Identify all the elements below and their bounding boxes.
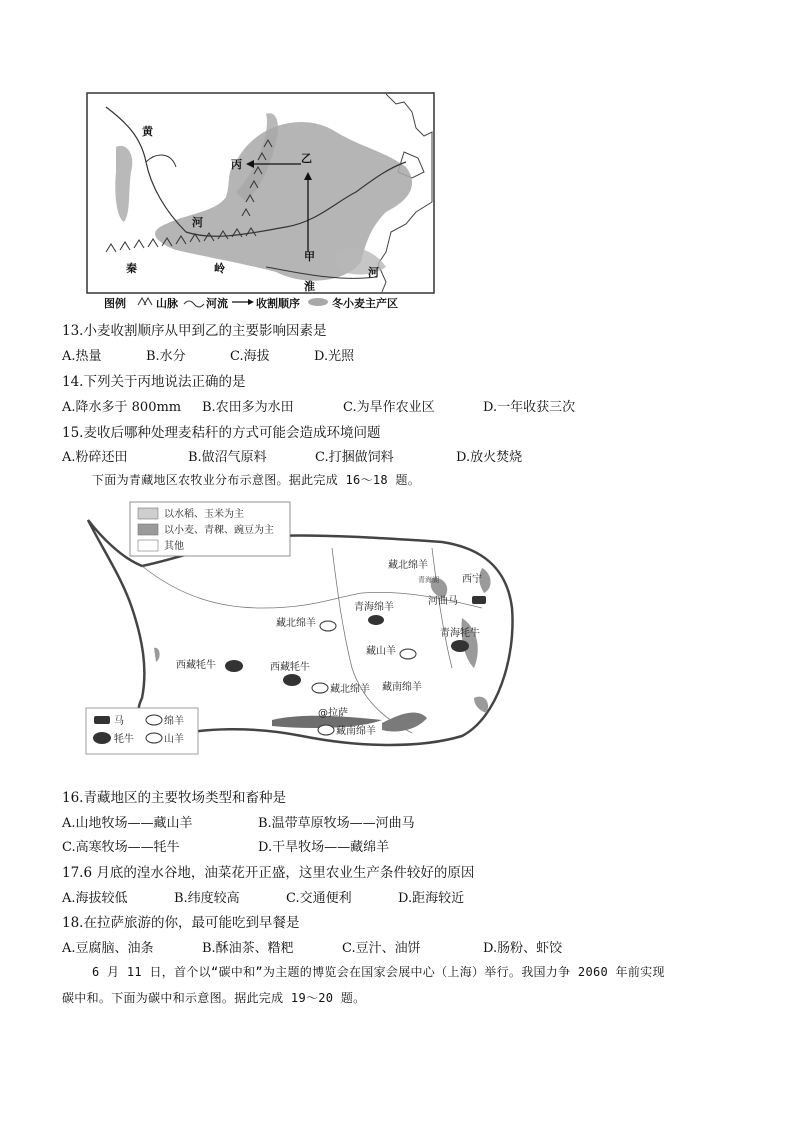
goat-icon	[146, 733, 162, 743]
q16-option-a[interactable]: A.山地牧场——藏山羊	[62, 816, 193, 831]
label-hequ-horse: 河曲马	[428, 596, 458, 607]
label-qinghaihu: 青海湖	[418, 576, 439, 584]
label-qin: 秦	[126, 262, 137, 275]
yak-marker-2	[225, 660, 243, 672]
label-zangnan-sheep-1: 藏南绵羊	[382, 682, 422, 693]
horse-icon	[94, 716, 110, 724]
legend-area-icon	[308, 298, 328, 306]
label-zangnan-sheep-2: 藏南绵羊	[336, 726, 376, 737]
sheep-marker-4	[318, 725, 334, 735]
q17-option-b[interactable]: B.纬度较高	[174, 891, 240, 906]
intro-16-18: 下面为青藏地区农牧业分布示意图。据此完成 16～18 题。	[92, 473, 421, 487]
label-qinghai-sheep: 青海绵羊	[354, 602, 394, 613]
label-xizang-yak-2: 西藏牦牛	[270, 662, 310, 673]
label-zang-goat: 藏山羊	[366, 646, 396, 657]
q13-option-b[interactable]: B.水分	[146, 349, 186, 364]
sheep-marker-1	[368, 615, 384, 625]
sheep-marker-2	[320, 621, 336, 631]
intro-19-20-line1: 6 月 11 日，首个以“碳中和”为主题的博览会在国家会展中心（上海）举行。我国力争 2060 年前实现	[92, 965, 665, 979]
legend-goat: 山羊	[164, 734, 184, 745]
legend-other: 其他	[164, 541, 184, 552]
label-jia: 甲	[304, 250, 315, 263]
q13-option-a[interactable]: A.热量	[62, 349, 102, 364]
q15-option-d[interactable]: D.放火焚烧	[456, 450, 523, 465]
q18-option-c[interactable]: C.豆汁、油饼	[342, 941, 421, 956]
sheep-icon	[146, 715, 162, 725]
label-he2: 河	[368, 266, 379, 279]
q14-option-a[interactable]: A.降水多于 800mm	[62, 400, 182, 415]
q16-option-c[interactable]: C.高寒牧场——牦牛	[62, 840, 180, 855]
q13-question: 13.小麦收割顺序从甲到乙的主要影响因素是	[62, 323, 327, 339]
legend-yak: 牦牛	[114, 734, 134, 745]
q15-option-c[interactable]: C.打捆做饲料	[315, 450, 394, 465]
wheat-harvest-map-svg	[86, 92, 436, 312]
legend-order: 收割顺序	[256, 297, 300, 310]
q17-option-d[interactable]: D.距海较近	[398, 891, 465, 906]
intro-19-20-line2: 碳中和。下面为碳中和示意图。据此完成 19～20 题。	[62, 991, 366, 1005]
q18-option-b[interactable]: B.酥油茶、糌粑	[202, 941, 294, 956]
q13-option-d[interactable]: D.光照	[314, 349, 355, 364]
q16-option-b[interactable]: B.温带草原牧场——河曲马	[258, 816, 415, 831]
yak-marker-3	[283, 674, 301, 686]
horse-marker	[472, 596, 486, 604]
legend-area: 冬小麦主产区	[332, 297, 398, 310]
label-yi: 乙	[301, 152, 312, 165]
q15-option-b[interactable]: B.做沼气原料	[188, 450, 267, 465]
label-huang: 黄	[142, 125, 153, 138]
legend-sheep: 绵羊	[164, 716, 184, 727]
q15-option-a[interactable]: A.粉碎还田	[62, 450, 128, 465]
label-xizang-yak-1: 西藏牦牛	[176, 660, 216, 671]
yak-marker-1	[451, 640, 469, 652]
q18-question: 18.在拉萨旅游的你，最可能吃到早餐是	[62, 915, 300, 931]
q14-question: 14.下列关于丙地说法正确的是	[62, 374, 246, 390]
sheep-marker-3	[312, 683, 328, 693]
q17-option-c[interactable]: C.交通便利	[286, 891, 352, 906]
goat-marker-1	[400, 649, 416, 659]
q15-question: 15.麦收后哪种处理麦秸秆的方式可能会造成环境问题	[62, 425, 381, 441]
q17-question: 17.6 月底的湟水谷地，油菜花开正盛，这里农业生产条件较好的原因	[62, 865, 475, 881]
map1-legend	[104, 296, 398, 310]
q17-option-a[interactable]: A.海拔较低	[62, 891, 128, 906]
label-ling: 岭	[214, 262, 225, 275]
q14-option-b[interactable]: B.农田多为水田	[202, 400, 294, 415]
label-zangbei-sheep-2: 藏北绵羊	[276, 618, 316, 629]
legend-wheat-barley: 以小麦、青稞、豌豆为主	[164, 525, 274, 536]
q14-option-d[interactable]: D.一年收获三次	[483, 400, 576, 415]
legend-rice-corn: 以水稻、玉米为主	[164, 509, 244, 520]
legend-river: 河流	[206, 297, 228, 310]
map2-legend	[130, 502, 290, 556]
label-qinghai-yak: 青海牦牛	[440, 628, 480, 639]
legend-title: 图例	[104, 297, 126, 310]
legend-river-icon	[184, 301, 204, 307]
label-zangbei-sheep-1: 藏北绵羊	[388, 560, 428, 571]
q16-question: 16.青藏地区的主要牧场类型和畜种是	[62, 790, 286, 806]
q18-option-a[interactable]: A.豆腐脑、油条	[62, 941, 154, 956]
label-bing: 丙	[231, 158, 242, 171]
q16-option-d[interactable]: D.干旱牧场——藏绵羊	[258, 840, 390, 855]
legend-mountain-icon	[138, 298, 152, 305]
map2-animal-legend	[86, 708, 198, 754]
legend-horse: 马	[114, 716, 124, 727]
label-xining: 西宁	[462, 574, 482, 585]
q18-option-d[interactable]: D.肠粉、虾饺	[483, 941, 563, 956]
wheat-harvest-map	[86, 92, 436, 312]
q14-option-c[interactable]: C.为旱作农业区	[343, 400, 435, 415]
qingzang-map-svg	[82, 498, 522, 760]
label-he: 河	[192, 216, 203, 229]
label-huai: 淮	[304, 280, 315, 293]
yak-icon	[93, 732, 111, 744]
legend-mountain: 山脉	[156, 297, 178, 310]
label-lasa: @拉萨	[318, 708, 348, 719]
q13-option-c[interactable]: C.海拔	[230, 349, 270, 364]
label-zangbei-sheep-3: 藏北绵羊	[330, 684, 370, 695]
qingzang-agriculture-map	[82, 498, 522, 760]
